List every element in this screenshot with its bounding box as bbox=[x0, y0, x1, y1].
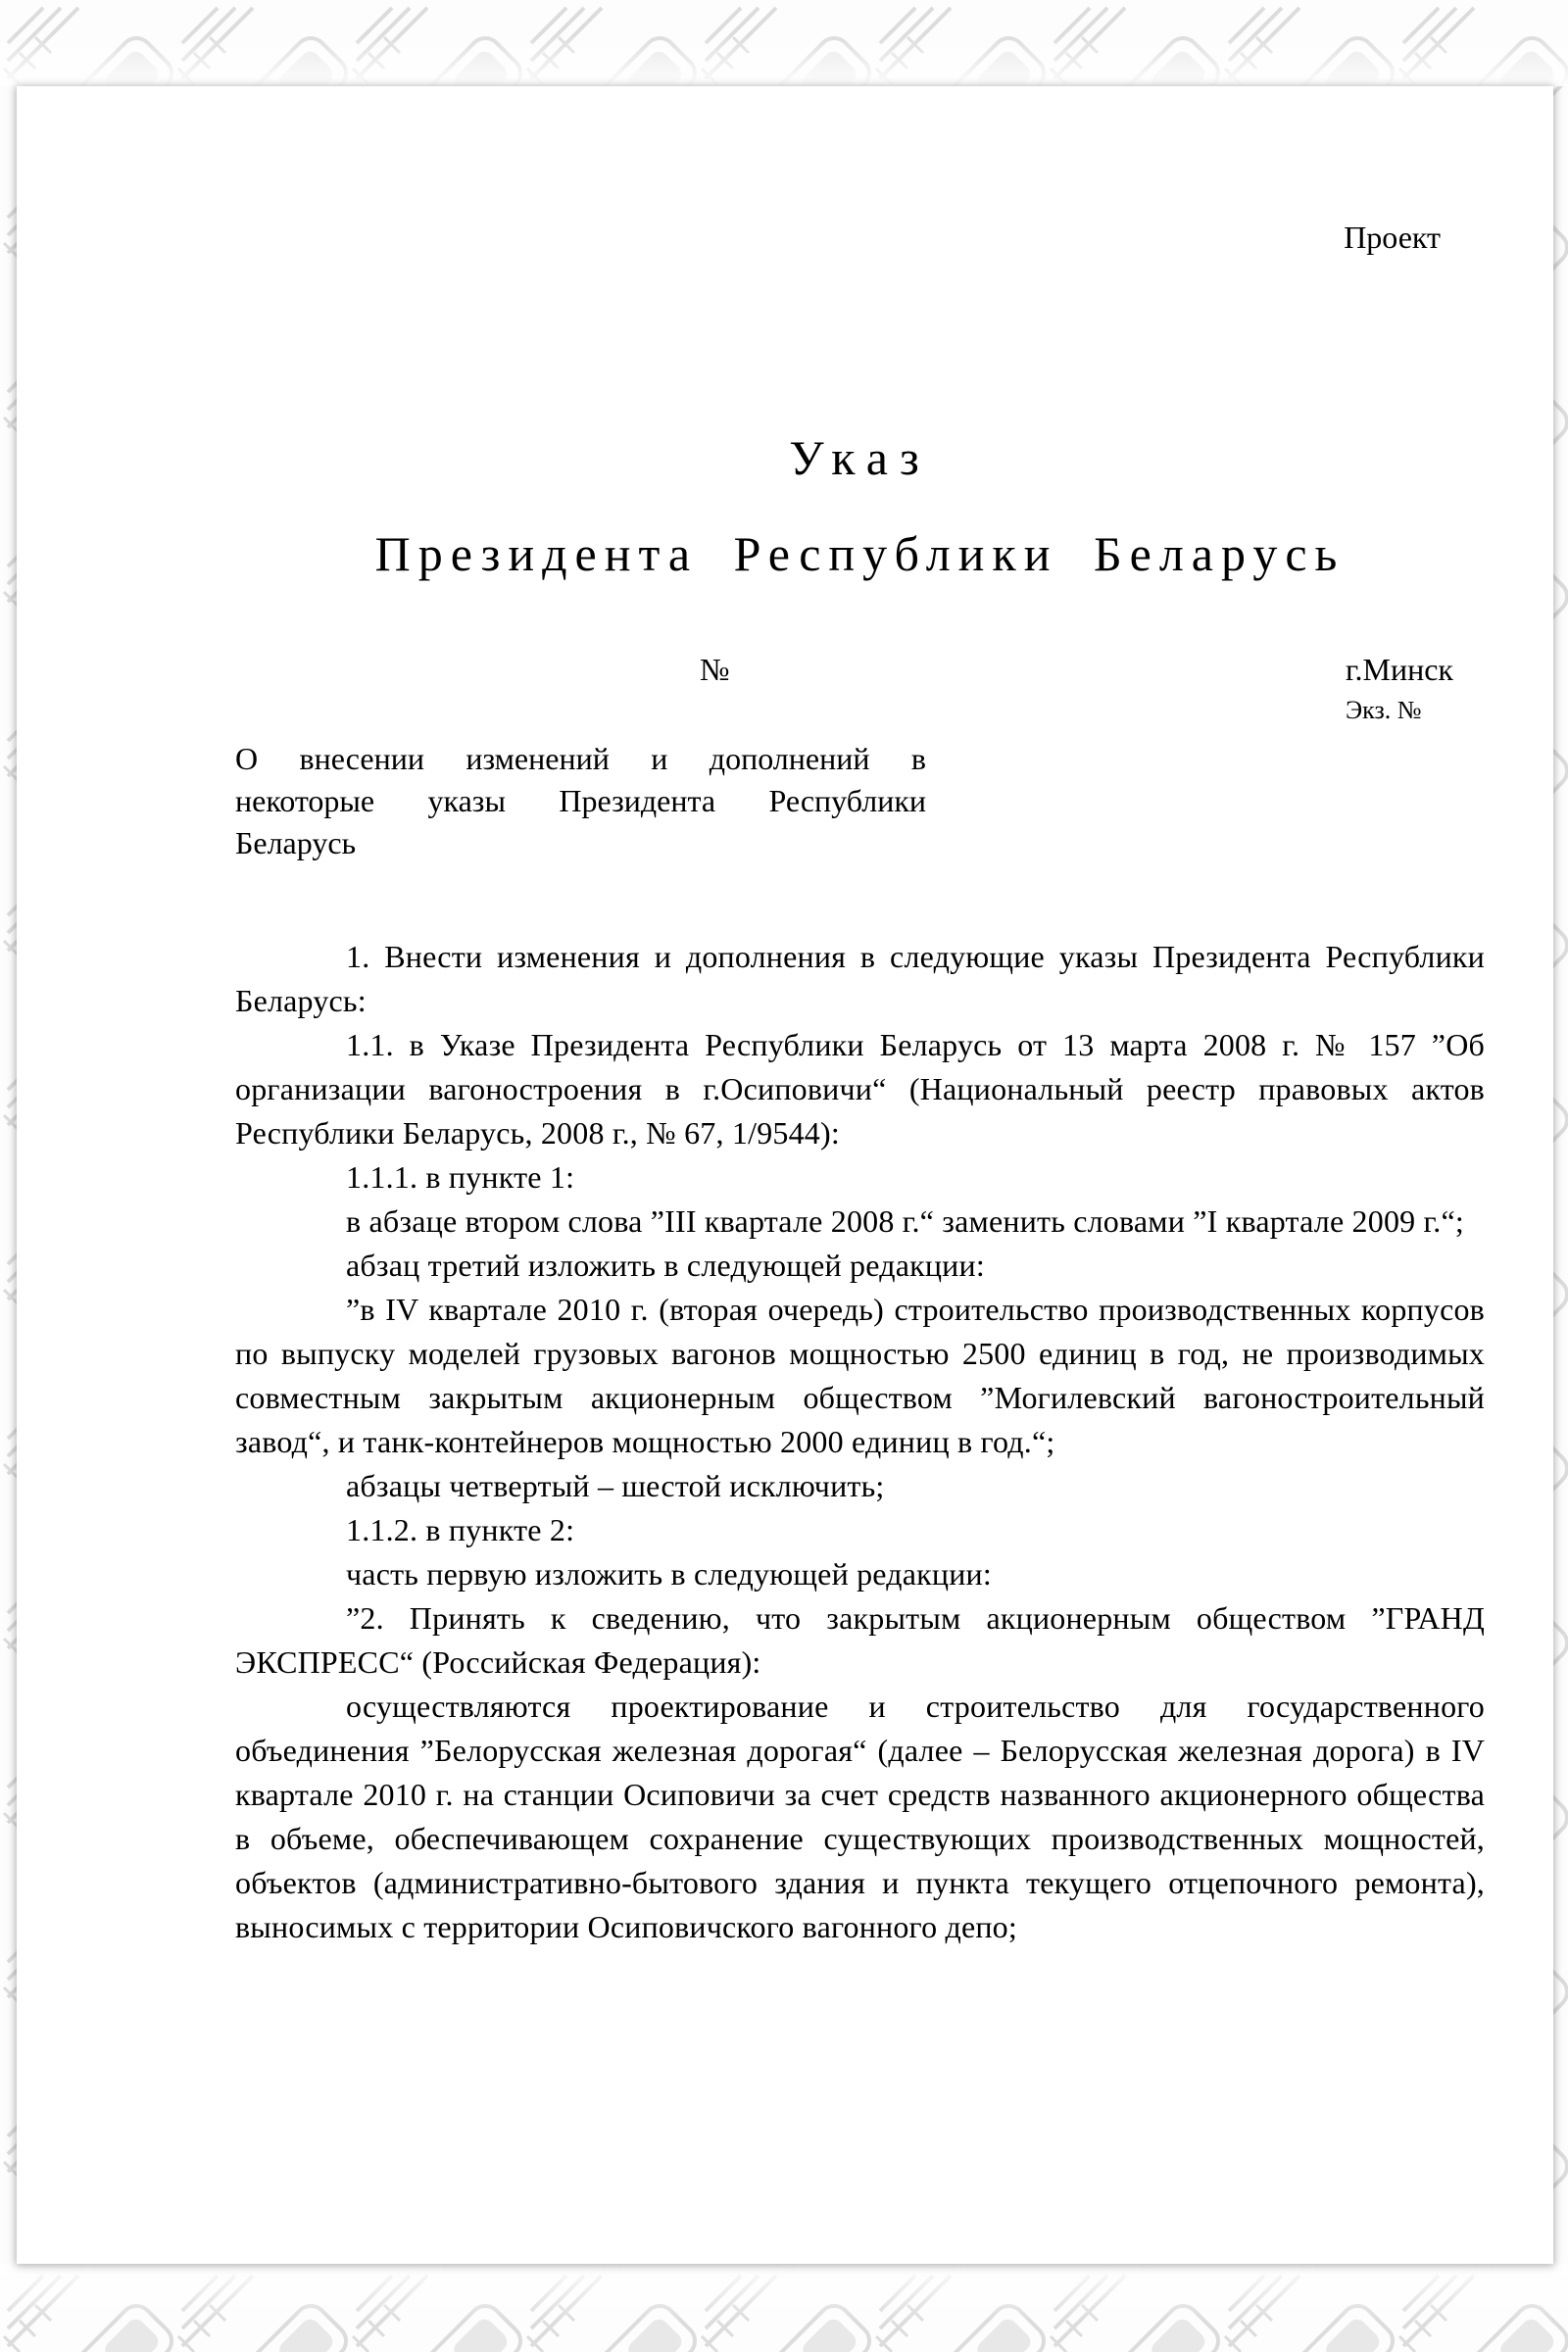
copy-number-label: Экз. № bbox=[1346, 696, 1422, 724]
body-paragraph: абзацы четвертый – шестой исключить; bbox=[346, 1468, 885, 1503]
body-paragraph: абзац третий изложить в следующей редакции: bbox=[346, 1248, 985, 1283]
body-paragraph: ”2. Принять к сведению, что закрытым акционерным обществом ”ГРАНД ЭКСПРЕСС“ (Российская Федерация): bbox=[235, 1600, 1485, 1680]
decree-number-label: № bbox=[700, 652, 730, 687]
subject-line: некоторые указы Президента Республики bbox=[235, 783, 926, 818]
body-paragraph: 1.1.2. в пункте 2: bbox=[346, 1512, 575, 1547]
body-paragraph: ”в IV квартале 2010 г. (вторая очередь) строительство производственных корпусов по выпуску моделей грузовых вагонов мощностью 2500 единиц в год, не производимых совместным закрытым акционерным обществом ”Могилевский вагоностроительный завод“, и танк-контейнеров мощностью 2000 единиц в год.“; bbox=[235, 1292, 1485, 1459]
decree-subtitle: Президента Республики Беларусь bbox=[374, 526, 1346, 581]
subject-block bbox=[235, 738, 926, 864]
decree-title: Указ bbox=[789, 430, 931, 485]
top-fade bbox=[0, 0, 1568, 86]
body-paragraph: часть первую изложить в следующей редакции: bbox=[346, 1556, 992, 1592]
body-paragraph: 1.1. в Указе Президента Республики Беларусь от 13 марта 2008 г. № 157 ”Об организации вагоностроения в г.Осиповичи“ (Национальный реестр правовых актов Республики Беларусь, 2008 г., № 67, 1/9544): bbox=[235, 1027, 1485, 1151]
document-content bbox=[17, 219, 1553, 2352]
subject-line: О внесении изменений и дополнений в bbox=[235, 741, 926, 776]
body-paragraph: осуществляются проектирование и строительство для государственного объединения ”Белорусская железная дорогая“ (далее – Белорусская железная дорога) в IV квартале 2010 г. на станции Осиповичи за счет средств названного акционерного общества в объеме, обеспечивающем сохранение существующих производственных мощностей, объектов (административно-бытового здания и пункта текущего отцепочного ремонта), выносимых с территории Осиповичского вагонного депо; bbox=[235, 1689, 1485, 1944]
reference-row bbox=[235, 652, 1485, 728]
place-label: г.Минск bbox=[1346, 652, 1453, 687]
body-paragraph: 1. Внести изменения и дополнения в следующие указы Президента Республики Беларусь: bbox=[235, 939, 1485, 1018]
subject-line: Беларусь bbox=[235, 825, 357, 860]
document-page bbox=[17, 86, 1553, 2264]
place-and-copy bbox=[1346, 652, 1485, 725]
body-text bbox=[235, 935, 1485, 1949]
body-paragraph: в абзаце втором слова ”III квартале 2008 г.“ заменить словами ”I квартале 2009 г.“; bbox=[346, 1203, 1464, 1239]
draft-stamp: Проект bbox=[1344, 220, 1441, 255]
body-paragraph: 1.1.1. в пункте 1: bbox=[346, 1159, 575, 1195]
